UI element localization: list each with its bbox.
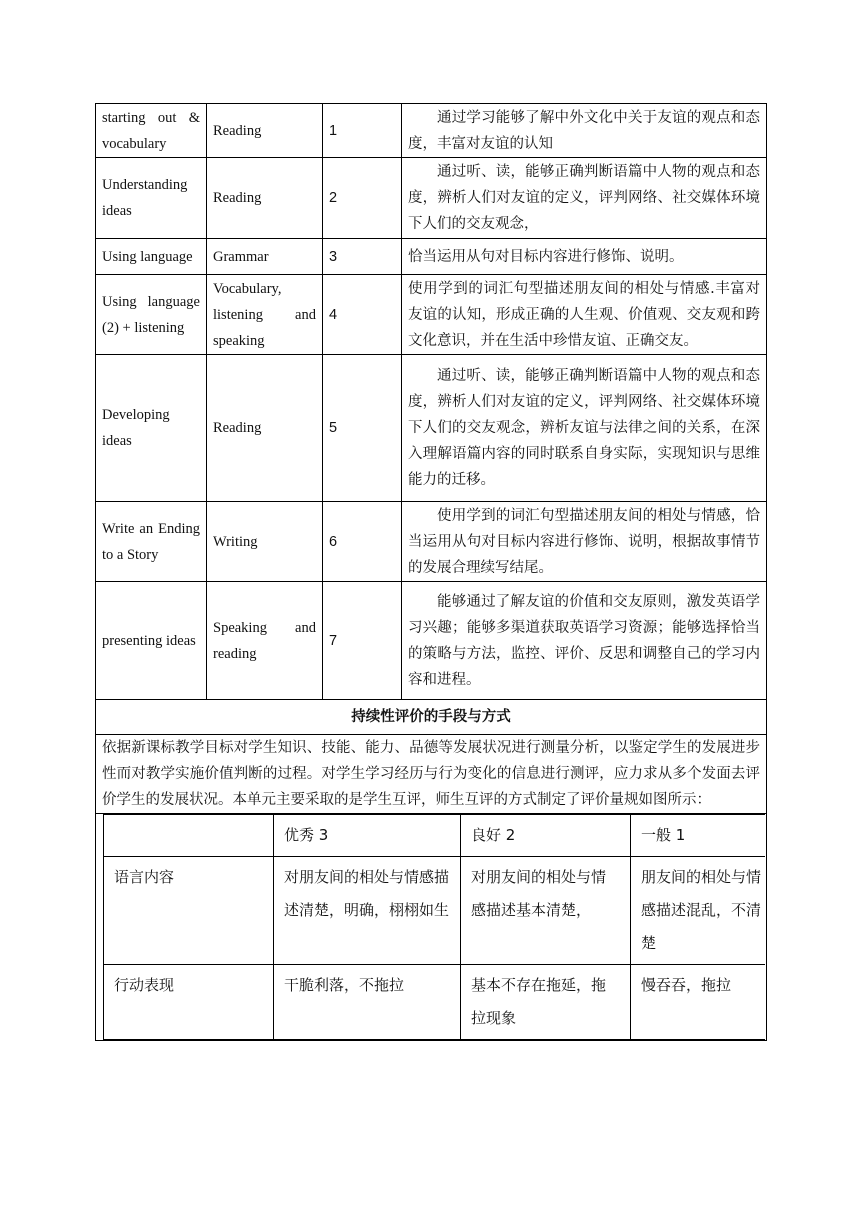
rubric-fair: 慢吞吞，拖拉 [631, 965, 766, 1040]
lesson-plan-table [95, 103, 767, 1041]
evaluation-paragraph-row [96, 735, 767, 814]
lesson-objective: 使用学到的词汇句型描述朋友间的相处与情感.丰富对友谊的认知，形成正确的人生观、价值观、交友观和跨文化意识，并在生活中珍惜友谊、正确交友。 [402, 275, 767, 355]
lesson-type: Speaking and reading [207, 582, 323, 700]
document-page [95, 103, 766, 1041]
section-name: Write an Ending to a Story [96, 502, 207, 582]
rubric-good: 基本不存在拖延，拖拉现象 [461, 965, 631, 1040]
lesson-row-7 [96, 582, 767, 700]
section-name: presenting ideas [96, 582, 207, 700]
evaluation-heading: 持续性评价的手段与方式 [96, 700, 767, 735]
section-name: Developing ideas [96, 355, 207, 502]
rubric-clip [103, 814, 765, 1040]
lesson-objective: 能够通过了解友谊的价值和交友原则，激发英语学习兴趣；能够多渠道获取英语学习资源；能够选择恰当的策略与方法，监控、评价、反思和调整自己的学习内容和进程。 [402, 582, 767, 700]
rubric-row [96, 814, 767, 1041]
lesson-type: Writing [207, 502, 323, 582]
section-name: Understanding ideas [96, 158, 207, 239]
period-number: 7 [323, 582, 402, 700]
period-number: 6 [323, 502, 402, 582]
rubric-row-language [104, 857, 766, 965]
lesson-row-6 [96, 502, 767, 582]
period-number: 4 [323, 275, 402, 355]
rubric-excellent: 对朋友间的相处与情感描述清楚，明确，栩栩如生 [274, 857, 461, 965]
rubric-excellent: 干脆利落，不拖拉 [274, 965, 461, 1040]
rubric-header-good: 良好 2 [461, 815, 631, 857]
lesson-type: Reading [207, 104, 323, 158]
lesson-objective: 使用学到的词汇句型描述朋友间的相处与情感，恰当运用从句对目标内容进行修饰、说明，根据故事情节的发展合理续写结尾。 [402, 502, 767, 582]
lesson-objective: 恰当运用从句对目标内容进行修饰、说明。 [402, 239, 767, 275]
period-number: 2 [323, 158, 402, 239]
rubric-good: 对朋友间的相处与情感描述基本清楚， [461, 857, 631, 965]
rubric-row-action [104, 965, 766, 1040]
lesson-objective: 通过听、读，能够正确判断语篇中人物的观点和态度，辨析人们对友谊的定义，评判网络、社交媒体环境下人们的交友观念，辨析友谊与法律之间的关系，在深入理解语篇内容的同时联系自身实际，实现知识与思维能力的迁移。 [402, 355, 767, 502]
rubric-container [96, 814, 767, 1041]
lesson-row-5 [96, 355, 767, 502]
lesson-objective: 通过听、读，能够正确判断语篇中人物的观点和态度，辨析人们对友谊的定义，评判网络、社交媒体环境下人们的交友观念， [402, 158, 767, 239]
period-number: 5 [323, 355, 402, 502]
evaluation-heading-row [96, 700, 767, 735]
lesson-type: Grammar [207, 239, 323, 275]
rubric-table [103, 814, 765, 1040]
section-name: Using language (2) + listening [96, 275, 207, 355]
lesson-objective: 通过学习能够了解中外文化中关于友谊的观点和态度，丰富对友谊的认知 [402, 104, 767, 158]
lesson-type: Reading [207, 355, 323, 502]
rubric-header-blank [104, 815, 274, 857]
period-number: 3 [323, 239, 402, 275]
rubric-criterion: 行动表现 [104, 965, 274, 1040]
rubric-header-fair: 一般 1 [631, 815, 766, 857]
rubric-header-row [104, 815, 766, 857]
lesson-row-1 [96, 104, 767, 158]
period-number: 1 [323, 104, 402, 158]
section-name: Using language [96, 239, 207, 275]
rubric-header-excellent: 优秀 3 [274, 815, 461, 857]
rubric-fair: 朋友间的相处与情感描述混乱，不清楚 [631, 857, 766, 965]
lesson-row-3 [96, 239, 767, 275]
rubric-criterion: 语言内容 [104, 857, 274, 965]
evaluation-paragraph: 依据新课标教学目标对学生知识、技能、能力、品德等发展状况进行测量分析，以鉴定学生的发展进步性而对教学实施价值判断的过程。对学生学习经历与行为变化的信息进行测评，应力求从多个发面去评价学生的发展状况。本单元主要采取的是学生互评，师生互评的方式制定了评价量规如图所示： [96, 735, 767, 814]
lesson-type: Reading [207, 158, 323, 239]
section-name: starting out & vocabulary [96, 104, 207, 158]
lesson-row-2 [96, 158, 767, 239]
lesson-row-4 [96, 275, 767, 355]
lesson-type: Vocabulary, listening and speaking [207, 275, 323, 355]
